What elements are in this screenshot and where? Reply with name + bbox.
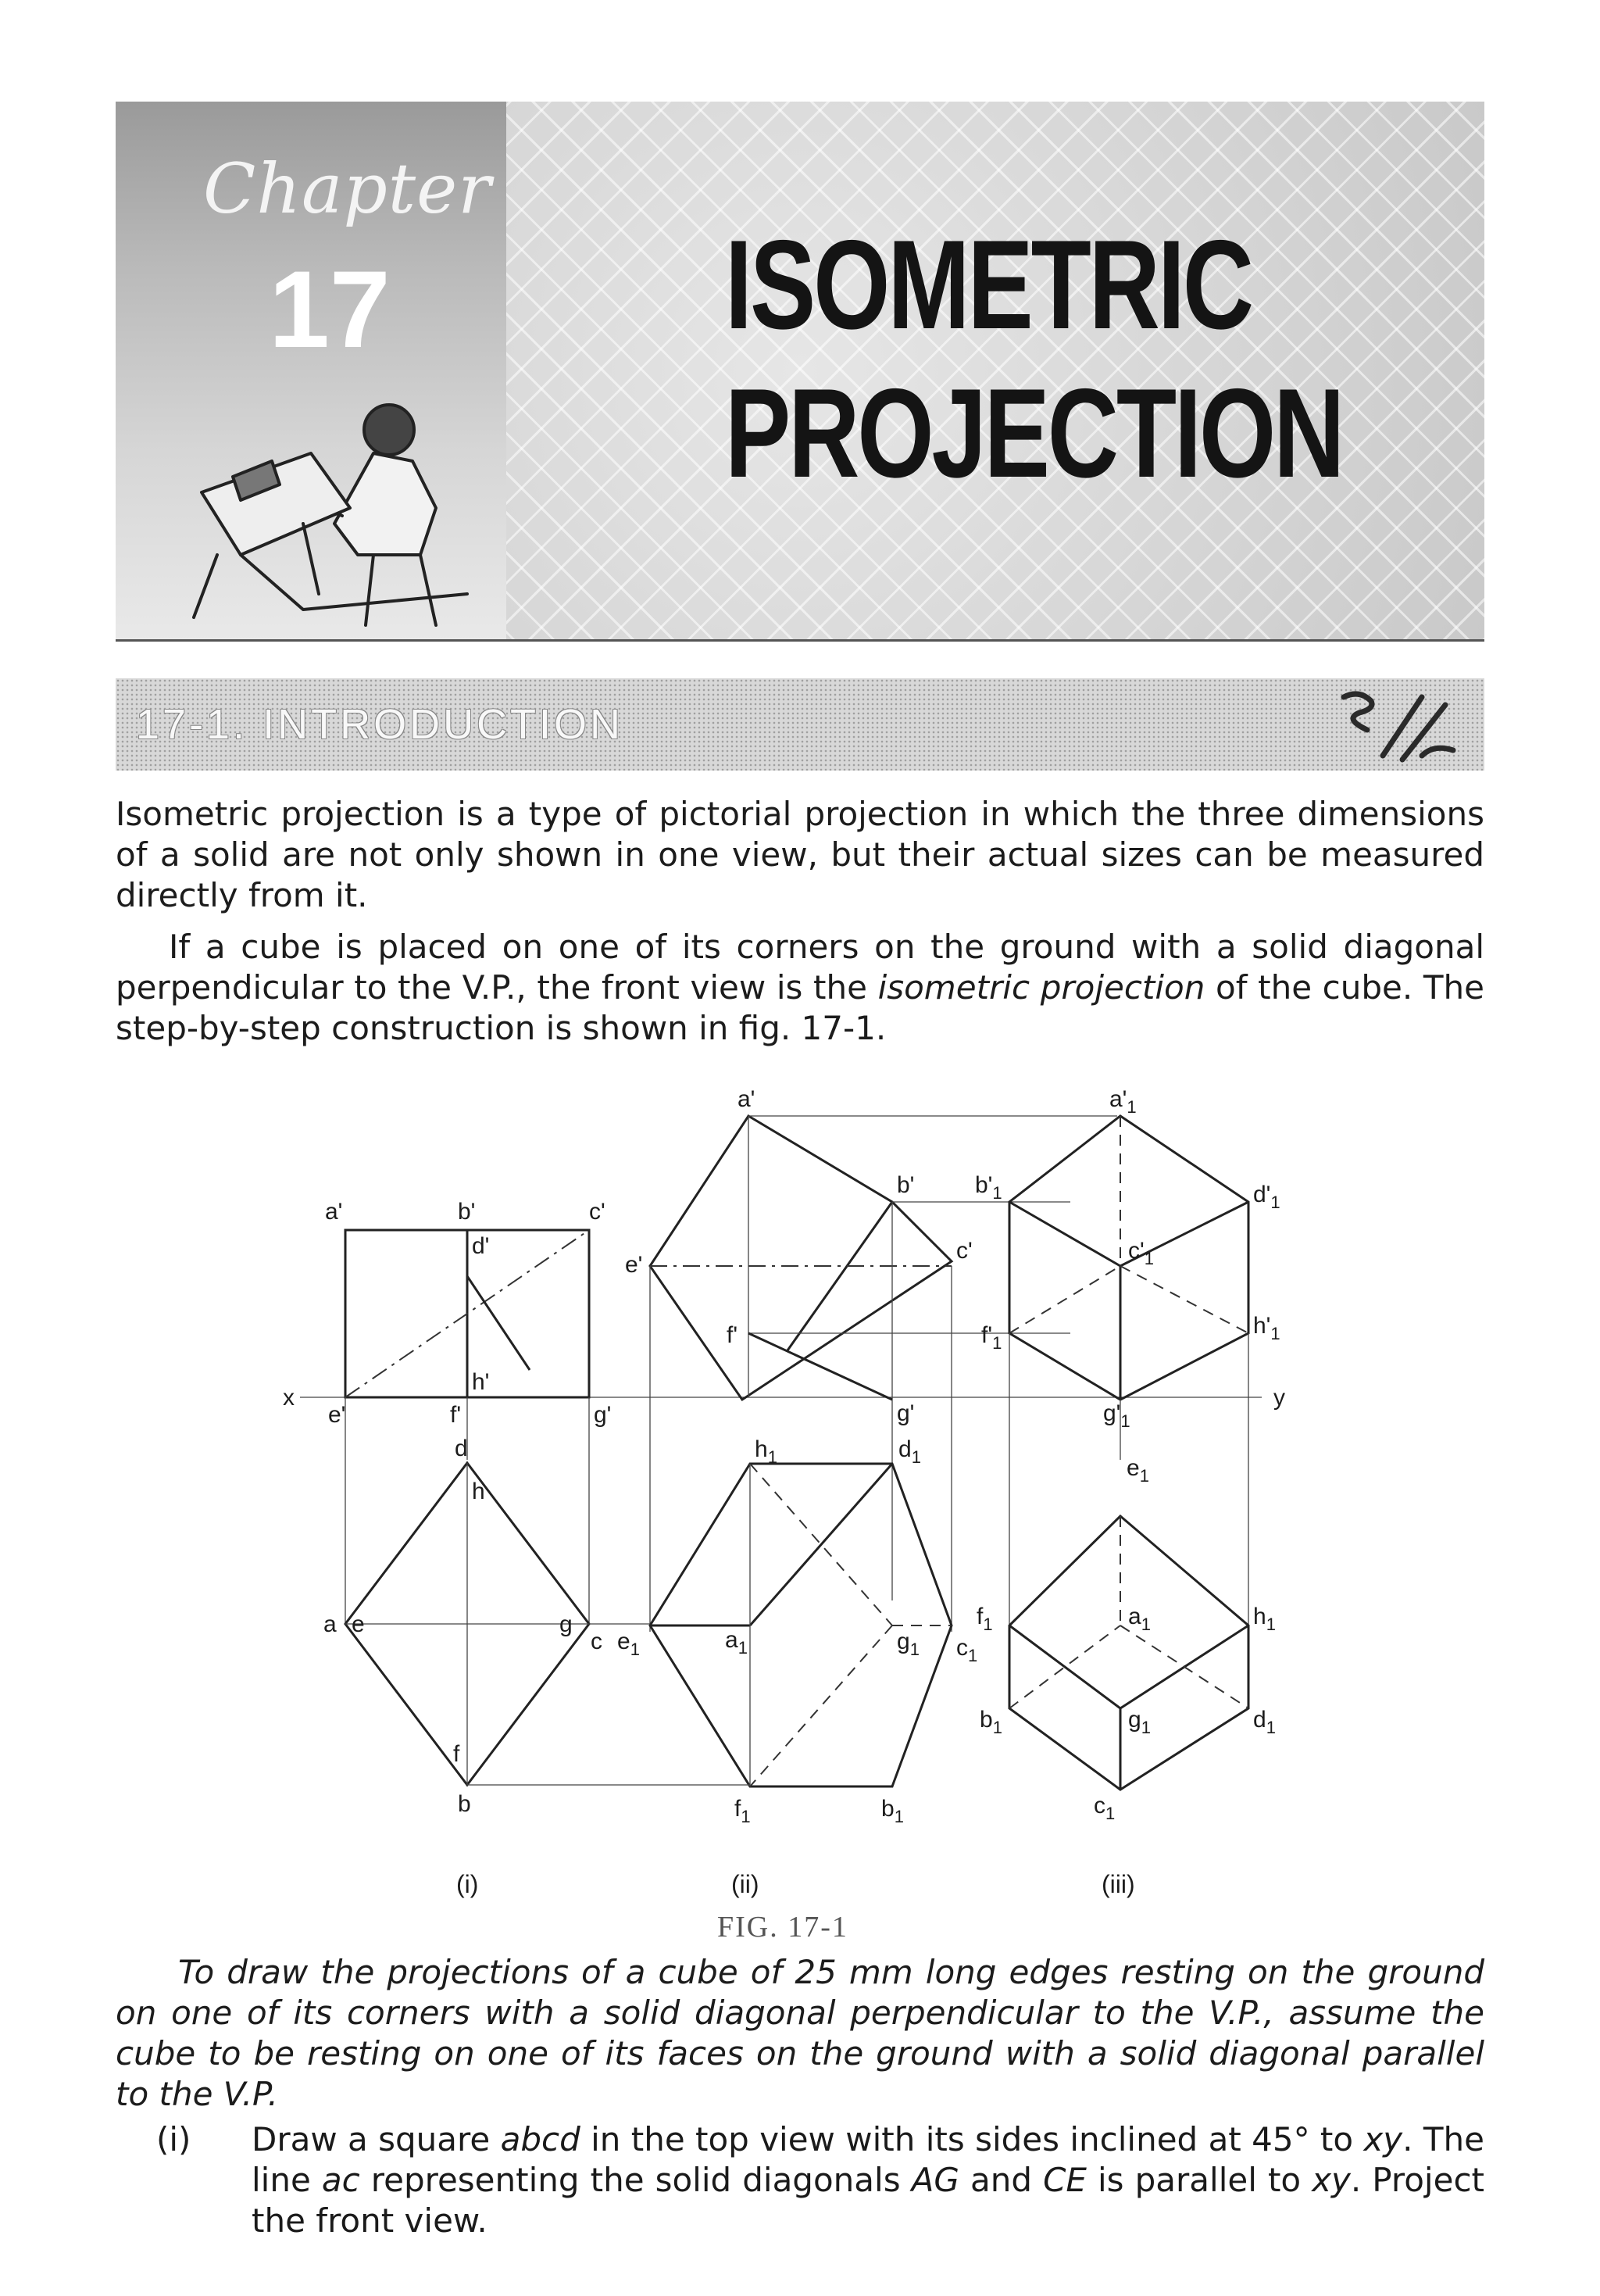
v1-label-c-prime: c' [589,1199,605,1225]
view-caption-3: (iii) [1102,1870,1135,1898]
v1-label-c: c [591,1629,602,1654]
banner-rule [116,639,1484,642]
chapter-title-line-1: ISOMETRIC [725,214,1252,356]
chapter-panel [116,102,506,641]
v2-label-h1: h1 [755,1436,777,1467]
v3-label-c1: c1 [1094,1793,1116,1823]
v3-label-a1: a1 [1128,1604,1151,1634]
section-title: 17-1. INTRODUCTION [136,701,624,748]
step-1-text-a: Draw a square [252,2120,501,2158]
v3-label-f1: f1 [977,1604,993,1634]
drafter-illustration-icon [186,359,498,641]
section-header [116,678,1484,771]
paragraph-cube-corner [116,927,1484,1049]
v1-label-f: f [453,1741,460,1767]
view-2-front-edge-f [748,1333,892,1400]
v2-label-d1: d1 [898,1436,921,1467]
drafting-tools-icon [1328,681,1461,767]
paragraph-cube-corner-part1: If a cube is placed on one of its corners on the ground with a solid diagonal perpendicular to the V.P., the front view is the [116,928,1484,1007]
v2-label-g1: g1 [897,1629,920,1659]
v1-label-b-prime: b' [458,1199,476,1225]
v3-label-b1-prime: b'1 [975,1172,1002,1203]
v2-label-c-prime: c' [956,1238,973,1264]
v2-label-e1: e1 [617,1629,640,1659]
view-3-front-hidden-c-h [1120,1266,1248,1333]
v3-label-h1: h1 [1253,1604,1276,1634]
v2-label-b1: b1 [881,1796,904,1826]
step-1-text-b: in the top view with its sides inclined at 45° to [580,2120,1364,2158]
v3-label-c1-prime: c'1 [1128,1238,1154,1268]
step-1-text-f: is parallel to [1086,2161,1312,2199]
step-1-term-xy: xy [1363,2120,1403,2158]
v3-label-f1-prime: f'1 [981,1322,1002,1353]
view-1-front-diag-segment [467,1276,530,1370]
v1-label-g-prime: g' [594,1402,612,1428]
step-1-text-d: representing the solid diagonals [359,2161,912,2199]
view-1 [323,1199,611,1817]
term-isometric-projection: isometric projection [877,968,1205,1007]
chapter-title-line-2: PROJECTION [725,363,1343,504]
v3-label-a1-prime: a'1 [1109,1086,1137,1117]
v3-label-d1: d1 [1253,1707,1276,1737]
v1-label-b: b [458,1791,471,1817]
view-caption-2: (ii) [731,1870,759,1898]
v2-label-f-prime: f' [727,1322,738,1348]
step-1-text-g: . Project the front view. [252,2161,1485,2240]
v1-label-a: a [323,1611,337,1637]
v3-label-g1-prime: g'1 [1103,1400,1130,1431]
step-1-term-abcd: abcd [500,2120,580,2158]
v2-label-b-prime: b' [897,1172,915,1198]
v2-label-a-prime: a' [738,1086,755,1112]
step-1-term-xy-2: xy [1312,2161,1351,2199]
v1-label-e: e [352,1611,365,1637]
view-3-front-hidden-f-c [1009,1266,1120,1333]
v2-label-c1: c1 [956,1635,978,1665]
step-1-term-ce: CE [1043,2161,1087,2199]
v3-label-h1-prime: h'1 [1253,1313,1280,1343]
paragraph-procedure: To draw the projections of a cube of 25 mm long edges resting on the ground on one of its corners with a solid diagonal perpendicular to the V.P., assume the cube to be resting on one of its faces on the ground with a solid diagonal parallel to the V.P. [116,1953,1484,2113]
v1-label-d: d [455,1436,468,1461]
v2-label-a1: a1 [725,1627,748,1658]
step-1-term-ac: ac [321,2161,360,2199]
step-text-1 [252,2119,1484,2241]
v1-label-f-prime: f' [450,1402,462,1428]
view-2-front-edge-b [788,1202,892,1350]
view-2-top-edge-a-d [750,1464,892,1625]
chapter-number: 17 [269,248,391,370]
paragraph-intro: Isometric projection is a type of pictorial projection in which the three dimensions of a solid are not only shown in one view, but their actual sizes can be measured directly from it. [116,795,1484,914]
step-1-term-ag: AG [911,2161,959,2199]
chapter-word: Chapter [203,148,492,229]
v1-label-e-prime: e' [328,1402,346,1428]
paragraph-cube-corner-part2: of the cube. The step-by-step construction is shown in fig. 17-1. [116,968,1484,1047]
v1-label-a-prime: a' [325,1199,343,1225]
v2-label-g-prime: g' [897,1400,915,1426]
v3-label-g1: g1 [1128,1707,1151,1737]
chapter-banner [116,102,1484,641]
v1-label-h-prime: h' [472,1369,490,1395]
v2-label-f1: f1 [734,1796,751,1826]
chapter-title [725,211,1343,508]
step-marker-1: (i) [156,2120,191,2158]
axis-y-label: y [1273,1385,1285,1411]
step-1-text-e: and [959,2161,1044,2199]
v3-label-b1: b1 [980,1707,1002,1737]
v3-label-d1-prime: d'1 [1253,1182,1280,1212]
v2-label-e-prime: e' [625,1252,643,1278]
figure-caption: FIG. 17-1 [717,1911,848,1944]
v3-label-e1: e1 [1127,1455,1149,1486]
view-3-front-edge-b-c [1009,1202,1120,1266]
v1-label-g: g [559,1611,573,1637]
view-3 [975,1086,1280,1823]
view-2-top-hidden-g-f [750,1625,892,1786]
v1-label-d-prime: d' [472,1233,490,1259]
axis-x-label: x [283,1385,295,1411]
step-1-text-c: . The line [252,2120,1484,2199]
view-caption-1: (i) [456,1870,479,1898]
v1-label-h: h [472,1479,485,1504]
